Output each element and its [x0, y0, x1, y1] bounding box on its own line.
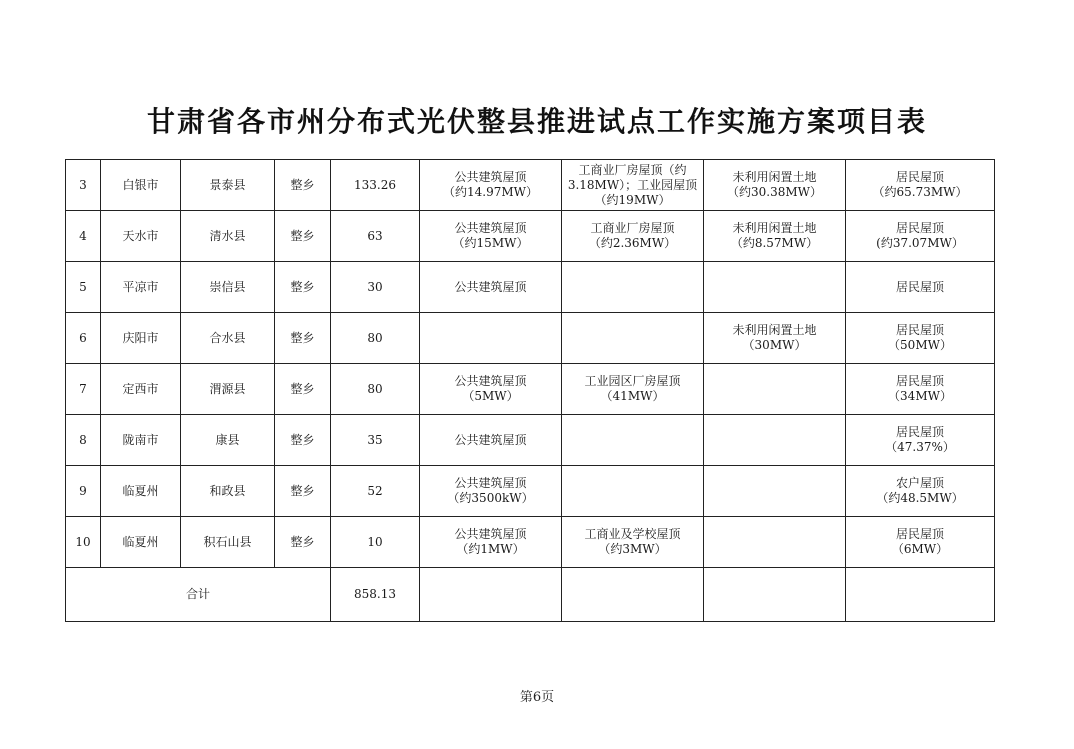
city-cell: 临夏州 [101, 517, 181, 568]
table-row [66, 415, 995, 466]
county-cell: 渭源县 [181, 364, 275, 415]
residential-cell-line: （34MW） [888, 389, 952, 403]
public-building-cell-line: 公共建筑屋顶 [454, 476, 527, 490]
idle-land-cell [704, 364, 846, 415]
capacity-cell: 35 [331, 415, 420, 466]
public-building-cell [420, 262, 562, 313]
industrial-cell [562, 415, 704, 466]
capacity-cell: 52 [331, 466, 420, 517]
industrial-cell-line: （约2.36MW） [588, 236, 677, 250]
row-number: 10 [66, 517, 101, 568]
residential-cell-line: 居民屋顶 [895, 527, 944, 541]
city-cell: 庆阳市 [101, 313, 181, 364]
industrial-cell [562, 211, 704, 262]
capacity-cell: 80 [331, 364, 420, 415]
residential-cell-line: (约37.07MW） [876, 236, 964, 250]
public-building-cell-line: （约1MW） [456, 542, 525, 556]
row-number: 3 [66, 160, 101, 211]
idle-land-cell [704, 415, 846, 466]
public-building-cell [420, 415, 562, 466]
industrial-cell-line: 工商业及学校屋顶 [584, 527, 681, 541]
residential-cell [846, 313, 995, 364]
industrial-cell [562, 313, 704, 364]
industrial-cell-line: 工商业厂房屋顶（约 [578, 162, 687, 177]
residential-cell-line: （约65.73MW） [872, 185, 968, 199]
residential-cell [846, 211, 995, 262]
idle-land-cell [704, 262, 846, 313]
public-building-cell-line: 公共建筑屋顶 [454, 432, 527, 447]
public-building-cell-line: 公共建筑屋顶 [454, 374, 527, 388]
type-cell: 整乡 [275, 160, 331, 211]
table-row [66, 364, 995, 415]
public-building-cell [420, 160, 562, 211]
industrial-cell [562, 466, 704, 517]
city-cell: 天水市 [101, 211, 181, 262]
project-table [65, 159, 995, 622]
table-row [66, 211, 995, 262]
industrial-cell [562, 160, 704, 211]
capacity-cell: 80 [331, 313, 420, 364]
residential-cell-line: 居民屋顶 [895, 279, 944, 294]
type-cell: 整乡 [275, 415, 331, 466]
idle-land-cell-line: （约8.57MW） [730, 236, 819, 250]
industrial-cell-line: （41MW） [600, 389, 665, 403]
industrial-cell-line: （约19MW） [594, 192, 671, 207]
public-building-cell [420, 466, 562, 517]
table-row [66, 313, 995, 364]
capacity-cell: 133.26 [331, 160, 420, 211]
residential-cell-line: 农户屋顶 [895, 476, 944, 490]
residential-cell [846, 466, 995, 517]
public-building-cell-line: 公共建筑屋顶 [454, 527, 527, 541]
public-building-cell [420, 364, 562, 415]
city-cell: 白银市 [101, 160, 181, 211]
city-cell: 陇南市 [101, 415, 181, 466]
page-title: 甘肃省各市州分布式光伏整县推进试点工作实施方案项目表 [146, 105, 927, 138]
industrial-cell-line: （约3MW） [598, 542, 667, 556]
residential-cell [846, 415, 995, 466]
county-cell: 景泰县 [181, 160, 275, 211]
capacity-cell: 10 [331, 517, 420, 568]
total-row [66, 568, 995, 622]
row-number: 6 [66, 313, 101, 364]
public-building-cell [420, 211, 562, 262]
residential-cell-line: （50MW） [888, 338, 952, 352]
capacity-cell: 63 [331, 211, 420, 262]
industrial-cell [562, 364, 704, 415]
type-cell: 整乡 [275, 517, 331, 568]
public-building-cell-line: 公共建筑屋顶 [454, 221, 527, 235]
public-building-cell-line: （约14.97MW） [443, 185, 538, 199]
county-cell: 积石山县 [181, 517, 275, 568]
public-building-cell-line: 公共建筑屋顶 [454, 279, 527, 294]
residential-cell [846, 262, 995, 313]
empty-cell [846, 568, 995, 622]
public-building-cell-line: 公共建筑屋顶 [454, 170, 527, 184]
type-cell: 整乡 [275, 466, 331, 517]
total-capacity: 858.13 [331, 568, 420, 622]
idle-land-cell-line: （30MW） [742, 338, 807, 352]
row-number: 4 [66, 211, 101, 262]
residential-cell [846, 364, 995, 415]
industrial-cell [562, 262, 704, 313]
table-row [66, 160, 995, 211]
type-cell: 整乡 [275, 364, 331, 415]
industrial-cell-line: 3.18MW）；工业园屋顶 [567, 177, 698, 192]
row-number: 8 [66, 415, 101, 466]
row-number: 9 [66, 466, 101, 517]
county-cell: 合水县 [181, 313, 275, 364]
residential-cell-line: （6MW） [891, 542, 949, 556]
type-cell: 整乡 [275, 262, 331, 313]
industrial-cell [562, 517, 704, 568]
row-number: 5 [66, 262, 101, 313]
city-cell: 平凉市 [101, 262, 181, 313]
table-row [66, 466, 995, 517]
residential-cell-line: 居民屋顶 [895, 170, 944, 184]
residential-cell-line: 居民屋顶 [895, 221, 944, 235]
county-cell: 崇信县 [181, 262, 275, 313]
type-cell: 整乡 [275, 313, 331, 364]
row-number: 7 [66, 364, 101, 415]
public-building-cell-line: （约3500kW） [447, 491, 534, 505]
page-number: 第6页 [519, 690, 555, 705]
residential-cell-line: 居民屋顶 [895, 323, 944, 337]
empty-cell [562, 568, 704, 622]
idle-land-cell [704, 211, 846, 262]
residential-cell-line: 居民屋顶 [895, 425, 944, 439]
total-label: 合计 [66, 568, 331, 622]
residential-cell-line: （47.37%） [885, 440, 955, 454]
empty-cell [420, 568, 562, 622]
county-cell: 清水县 [181, 211, 275, 262]
idle-land-cell [704, 517, 846, 568]
industrial-cell-line: 工业园区厂房屋顶 [584, 374, 681, 388]
table-row [66, 262, 995, 313]
residential-cell [846, 160, 995, 211]
idle-land-cell-line: （约30.38MW） [727, 185, 822, 199]
residential-cell-line: （约48.5MW） [876, 491, 964, 505]
residential-cell-line: 居民屋顶 [895, 374, 944, 388]
public-building-cell [420, 313, 562, 364]
public-building-cell-line: （约15MW） [452, 236, 529, 250]
idle-land-cell-line: 未利用闲置土地 [732, 221, 817, 235]
capacity-cell: 30 [331, 262, 420, 313]
residential-cell [846, 517, 995, 568]
county-cell: 康县 [181, 415, 275, 466]
empty-cell [704, 568, 846, 622]
industrial-cell-line: 工商业厂房屋顶 [590, 221, 675, 235]
idle-land-cell-line: 未利用闲置土地 [732, 170, 817, 184]
county-cell: 和政县 [181, 466, 275, 517]
idle-land-cell [704, 466, 846, 517]
type-cell: 整乡 [275, 211, 331, 262]
idle-land-cell-line: 未利用闲置土地 [732, 323, 817, 337]
city-cell: 临夏州 [101, 466, 181, 517]
city-cell: 定西市 [101, 364, 181, 415]
idle-land-cell [704, 160, 846, 211]
public-building-cell-line: （5MW） [462, 389, 519, 403]
table-row [66, 517, 995, 568]
idle-land-cell [704, 313, 846, 364]
public-building-cell [420, 517, 562, 568]
